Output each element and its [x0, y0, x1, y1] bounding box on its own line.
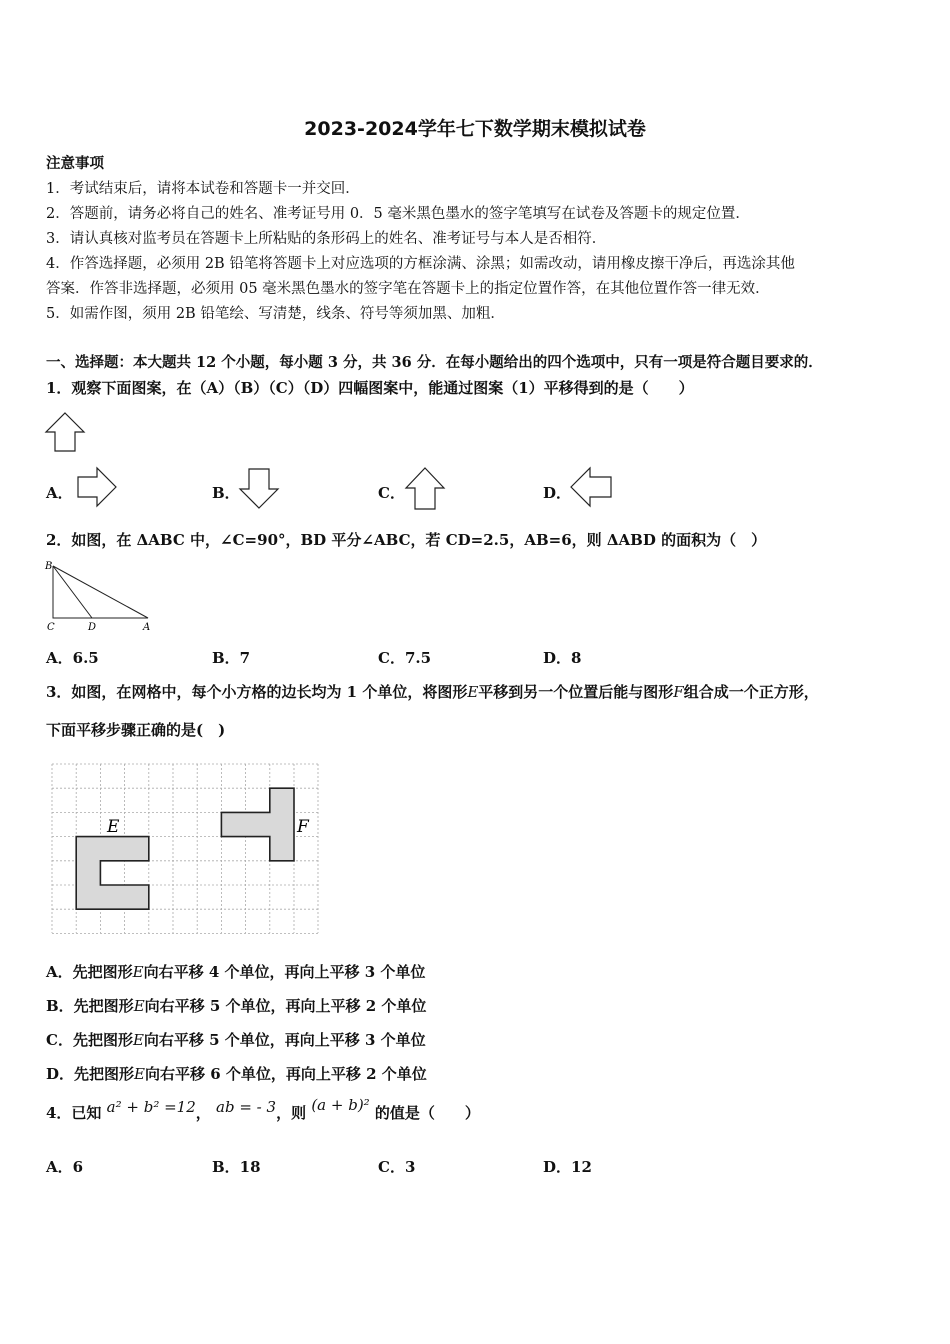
q3-stem-part: 组合成一个正方形， [683, 683, 819, 701]
q3-option-part: D．先把图形 [46, 1065, 135, 1083]
q1-option-c-up-arrow [404, 466, 448, 512]
q2-option-d[interactable]: D．8 [543, 649, 582, 667]
q1-option-d[interactable]: D． [543, 484, 572, 502]
q3-stem-part: 3．如图，在网格中，每个小方格的边长均为 1 个单位，将图形 [46, 683, 468, 701]
q1-option-c[interactable]: C． [378, 484, 405, 502]
q2-option-c[interactable]: C．7.5 [378, 649, 432, 667]
q3-option-part: 向右平移 4 个单位，再向上平移 3 个单位 [143, 963, 426, 981]
q2-label-d: D [88, 622, 97, 633]
q2-option-b[interactable]: B．7 [212, 649, 251, 667]
q1-option-b-down-arrow [238, 466, 282, 510]
q3-shape-f [221, 788, 294, 861]
q1-option-b[interactable]: B． [212, 484, 240, 502]
q3-option-e: E [132, 963, 144, 981]
q3-option-c[interactable] [46, 1029, 426, 1050]
notice-line: 1．考试结束后，请将本试卷和答题卡一并交回． [46, 181, 360, 197]
q2-stem: 2．如图，在 ΔABC 中，∠C=90°，BD 平分∠ABC，若 CD=2.5，AB=6，则 ΔABD 的面积为（ ） [46, 531, 767, 549]
q4-stem-part: 的值是（ ） [374, 1104, 480, 1122]
q4-stem [46, 1096, 480, 1123]
section-heading: 一、选择题：本大题共 12 个小题，每小题 3 分，共 36 分．在每小题给出的四个选项中，只有一项是符合题目要求的． [46, 354, 823, 371]
q3-option-part: B．先把图形 [46, 997, 134, 1015]
notice-line: 5．如需作图，须用 2B 铅笔绘、写清楚，线条、符号等须加黑、加粗． [46, 306, 505, 322]
q1-figure-up-arrow [44, 410, 88, 454]
q3-option-a[interactable] [46, 961, 425, 982]
q4-option-c[interactable]: C．3 [378, 1158, 416, 1176]
q4-option-d[interactable]: D．12 [543, 1158, 592, 1176]
q4-stem-part: ， [195, 1104, 211, 1122]
q2-triangle-figure [44, 560, 154, 634]
notice-line: 2．答题前，请务必将自己的姓名、准考证号用 0．5 毫米黑色墨水的签字笔填写在试卷及答题卡的规定位置． [46, 206, 750, 222]
q3-option-part: 向右平移 6 个单位，再向上平移 2 个单位 [144, 1065, 427, 1083]
page-title: 2023-2024学年七下数学期末模拟试卷 [304, 118, 646, 140]
q1-option-a[interactable]: A． [46, 484, 73, 502]
q3-stem-2: 下面平移步骤正确的是( ) [46, 721, 226, 739]
q2-label-a: A [143, 622, 151, 633]
q3-stem-part: 平移到另一个位置后能与图形 [478, 683, 674, 701]
q3-option-e: E [134, 1065, 145, 1083]
q3-option-part: C．先把图形 [46, 1031, 133, 1049]
q3-shape-e [76, 837, 149, 910]
q3-option-part: 向右平移 5 个单位，再向上平移 3 个单位 [143, 1031, 426, 1049]
q3-option-part: A．先把图形 [46, 963, 133, 981]
q3-stem [46, 681, 819, 702]
notice-line: 4．作答选择题，必须用 2B 铅笔将答题卡上对应选项的方框涂满、涂黑；如需改动，请用橡皮擦干净后，再选涂其他 [46, 256, 795, 272]
q2-option-a[interactable]: A．6.5 [46, 649, 99, 667]
q2-label-c: C [47, 622, 55, 633]
q4-stem-part: ，则 [276, 1104, 307, 1122]
q3-grid-figure [52, 764, 322, 936]
q4-option-b[interactable]: B．18 [212, 1158, 261, 1176]
q4-expr-1: a² + b² =12 [106, 1098, 196, 1116]
q4-option-a[interactable]: A．6 [46, 1158, 84, 1176]
q3-figure-f-label: F [673, 683, 684, 701]
notice-line: 3．请认真核对监考员在答题卡上所粘贴的条形码上的姓名、准考证号与本人是否相符． [46, 231, 607, 247]
q3-option-e: E [133, 997, 145, 1015]
q3-option-d[interactable] [46, 1063, 427, 1084]
notice-line: 答案．作答非选择题，必须用 05 毫米黑色墨水的签字笔在答题卡上的指定位置作答，在其他位置作答一律无效． [46, 281, 770, 297]
q4-stem-part: 4．已知 [46, 1104, 102, 1122]
q1-option-a-right-arrow [74, 466, 118, 510]
q4-expr-3: (a + b)² [311, 1096, 370, 1114]
q3-option-e: E [132, 1031, 144, 1049]
q1-stem: 1．观察下面图案，在（A）（B）（C）（D）四幅图案中，能通过图案（1）平移得到的是（ ） [46, 379, 694, 397]
q2-label-b: B [45, 561, 53, 572]
q4-expr-2: ab = - 3 [216, 1098, 277, 1116]
q1-option-d-left-arrow [569, 466, 615, 510]
notice-heading: 注意事项 [46, 155, 104, 172]
q3-grid-f-label: F [297, 817, 309, 837]
q3-option-part: 向右平移 5 个单位，再向上平移 2 个单位 [144, 997, 427, 1015]
q3-grid-e-label: E [107, 817, 120, 837]
q3-figure-e-label: E [467, 683, 479, 701]
q3-option-b[interactable] [46, 995, 426, 1016]
